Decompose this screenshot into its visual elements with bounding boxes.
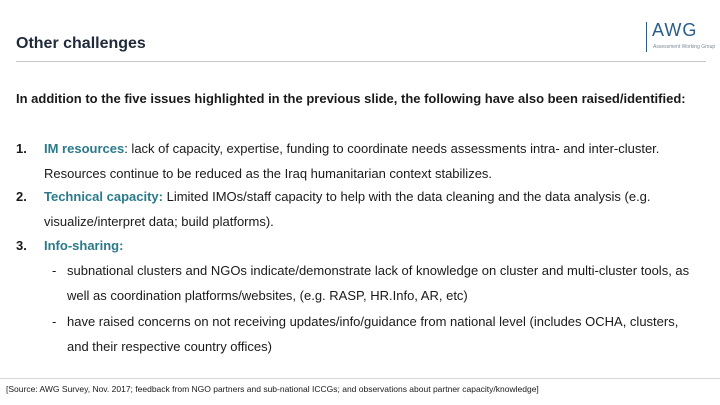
item-body	[44, 136, 696, 186]
item-number: 2.	[16, 189, 27, 204]
title-divider	[16, 61, 706, 62]
item-number: 1.	[16, 141, 27, 156]
item-highlight: Technical capacity:	[44, 189, 163, 204]
item-highlight: IM resources	[44, 141, 125, 156]
dash-bullet: -	[52, 263, 57, 278]
source-note: [Source: AWG Survey, Nov. 2017; feedback from NGO partners and sub-national ICCGs; and observations about partner capacity/knowledge]	[6, 384, 539, 394]
item-text: : lack of capacity, expertise, funding to coordinate needs assessments intra- and inter-cluster. Resources continue to be reduced as the Iraq humanitarian context stabilizes.	[44, 141, 660, 181]
sub-item-text: have raised concerns on not receiving updates/info/guidance from national level (includes OCHA, clusters, and their respective country offices)	[67, 314, 679, 354]
sub-item-text: subnational clusters and NGOs indicate/demonstrate lack of knowledge on cluster and multi-cluster tools, as well as coordination platforms/websites, (e.g. RASP, HR.Info, AR, etc)	[67, 263, 690, 303]
item-number: 3.	[16, 238, 27, 253]
item-text: Limited IMOs/staff capacity to help with the data cleaning and the data analysis (e.g. visualize/interpret data; build platforms).	[44, 189, 651, 229]
item-highlight: Info-sharing:	[44, 238, 124, 253]
source-divider	[0, 378, 720, 379]
item-body	[44, 184, 696, 234]
slide-title: Other challenges	[16, 35, 146, 52]
logo-tagline: Assessment Working Group	[653, 44, 716, 50]
awg-logo	[646, 20, 716, 52]
dash-bullet: -	[52, 314, 57, 329]
intro-text: In addition to the five issues highlighted in the previous slide, the following have also been raised/identified:	[16, 91, 686, 106]
item-body	[44, 233, 696, 258]
logo-mark: AWG	[652, 20, 698, 40]
